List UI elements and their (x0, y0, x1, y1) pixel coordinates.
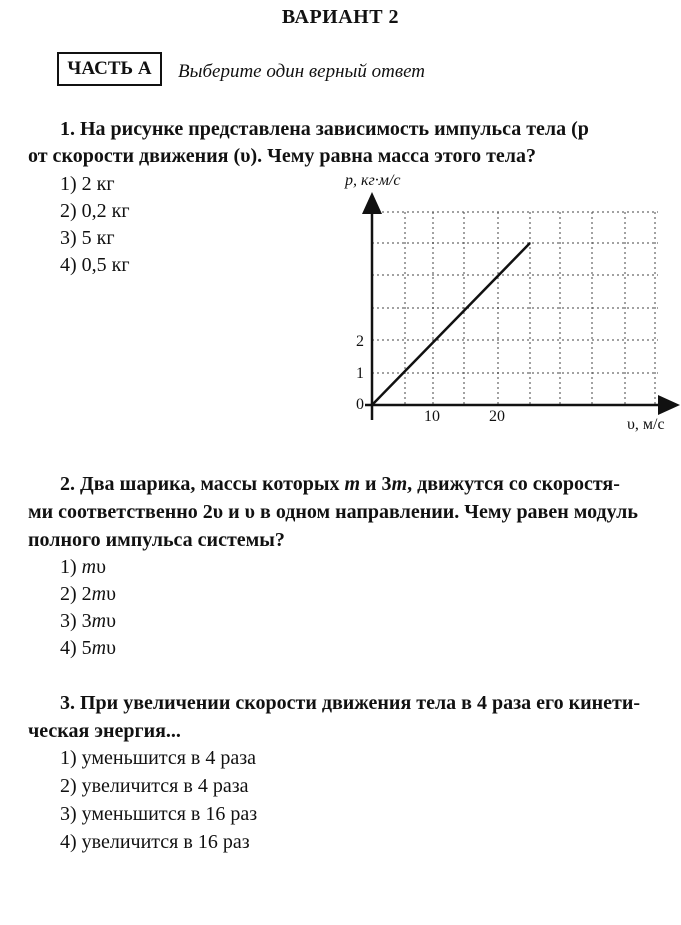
graph-line (372, 243, 530, 405)
q3-option-4: 4) увеличится в 16 раз (60, 831, 250, 853)
q3-option-2: 2) увеличится в 4 раза (60, 775, 249, 797)
x-axis-arrow (658, 395, 680, 415)
q3-option-1: 1) уменьшится в 4 раза (60, 747, 257, 769)
q2-text-line2: ми соответственно 2υ и υ в одном направлении. Чему равен модуль (28, 501, 638, 523)
q3-option-3: 3) уменьшится в 16 раз (60, 803, 258, 825)
q1-option-1: 1) 2 кг (60, 173, 115, 195)
q3-text-line1: 3. При увеличении скорости движения тела в 4 раза его кинети- (60, 692, 641, 714)
graph-y-tick-2: 2 (356, 333, 364, 350)
q2-option-2: 2) 2mυ (60, 583, 117, 605)
y-axis-arrow (362, 192, 382, 214)
graph-y-axis-label: p, кг·м/с (345, 172, 401, 189)
graph-x-tick-20: 20 (489, 408, 505, 425)
q3-text-line2: ческая энергия... (28, 720, 181, 742)
graph-grid (372, 212, 658, 405)
graph-x-axis-label: υ, м/с (627, 416, 665, 433)
page-title: ВАРИАНТ 2 (281, 6, 400, 28)
q1-text-line1: 1. На рисунке представлена зависимость импульса тела (p (60, 118, 589, 140)
q2-option-3: 3) 3mυ (60, 610, 117, 632)
graph-y-tick-0: 0 (356, 396, 364, 413)
q1-option-2: 2) 0,2 кг (60, 200, 130, 222)
q2-option-1: 1) mυ (60, 556, 107, 578)
part-label: ЧАСТЬ А (57, 52, 162, 86)
momentum-velocity-graph (330, 170, 681, 440)
graph-y-tick-1: 1 (356, 365, 364, 382)
graph-x-tick-10: 10 (424, 408, 440, 425)
q2-text-line3: полного импульса системы? (28, 529, 285, 551)
q2-option-4: 4) 5mυ (60, 637, 117, 659)
q1-option-3: 3) 5 кг (60, 227, 115, 249)
q1-text-line2: от скорости движения (υ). Чему равна масса этого тела? (28, 145, 536, 167)
q2-text-line1: 2. Два шарика, массы которых m и 3m, движутся со скоростя- (60, 473, 620, 495)
q1-option-4: 4) 0,5 кг (60, 254, 130, 276)
part-instruction: Выберите один верный ответ (178, 61, 425, 82)
